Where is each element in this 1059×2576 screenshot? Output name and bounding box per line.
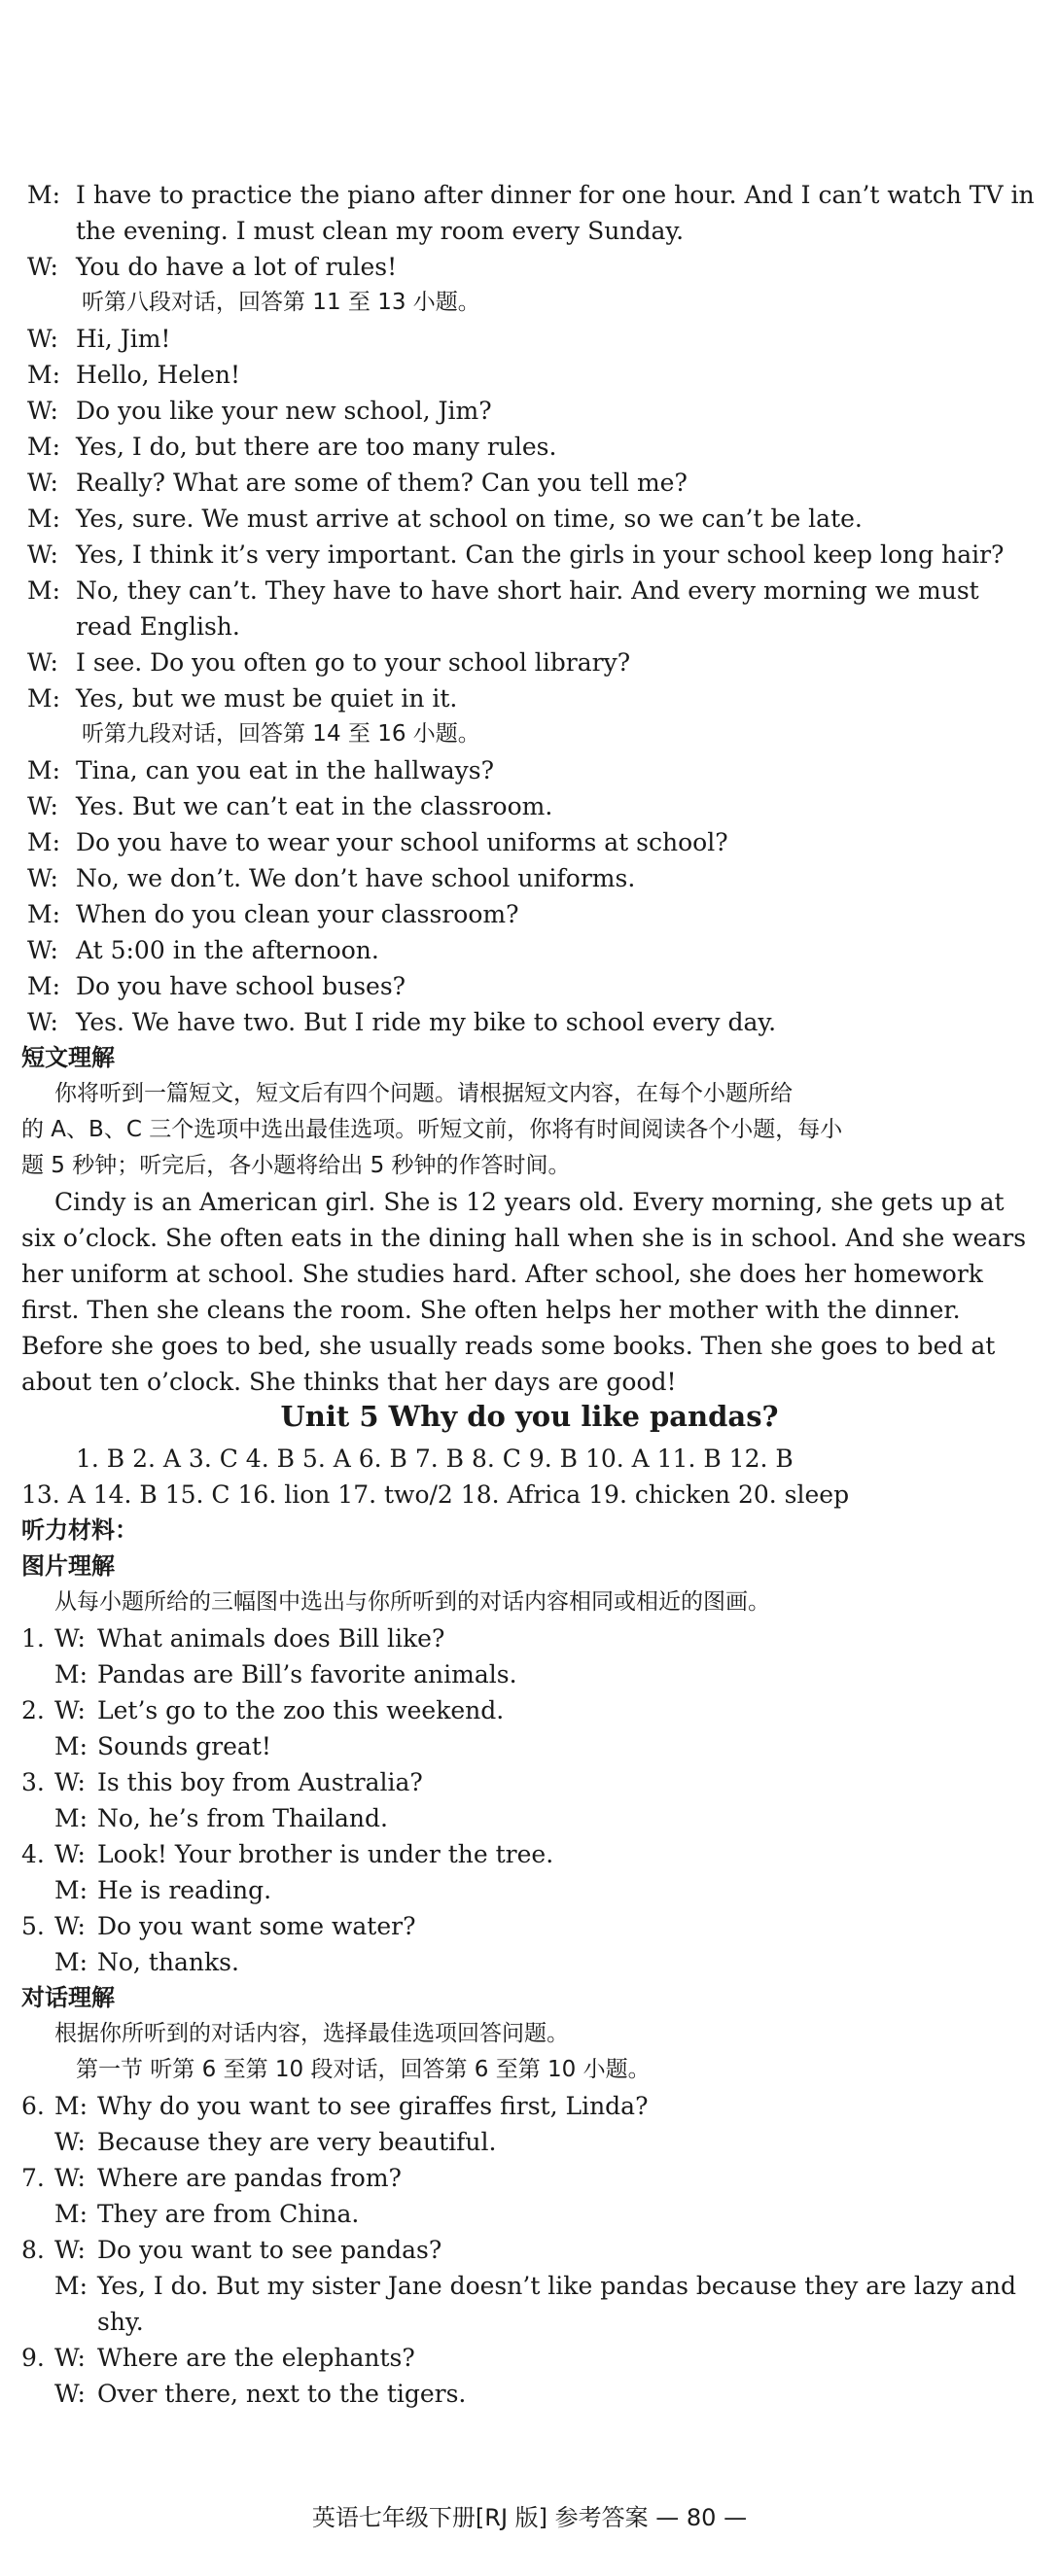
dialogue-line: M: Yes, but we must be quiet in it. — [27, 684, 458, 713]
dialogue-line: M: I have to practice the piano after dinner for one hour. And I can’t watch TV in — [27, 181, 1035, 209]
passage-line: first. Then she cleans the room. She often helps her mother with the dinner. — [21, 1296, 961, 1324]
item-line: 4. W: Look! Your brother is under the tree. — [21, 1840, 554, 1868]
item-line: M: Pandas are Bill’s favorite animals. — [54, 1660, 517, 1688]
item-line: 3. W: Is this boy from Australia? — [21, 1768, 423, 1796]
instruction-line: 的 A、B、C 三个选项中选出最佳选项。听短文前，你将有时间阅读各个小题，每小 — [21, 1117, 843, 1142]
dialogue-line: W: No, we don’t. We don’t have school uniforms. — [27, 864, 636, 892]
item-line: M: Yes, I do. But my sister Jane doesn’t like pandas because they are lazy and — [54, 2272, 1017, 2300]
instruction-line: 第一节 听第 6 至第 10 段对话，回答第 6 至第 10 小题。 — [76, 2057, 651, 2082]
dialogue-line: M: When do you clean your classroom? — [27, 900, 519, 928]
item-line: 6. M: Why do you want to see giraffes first, Linda? — [21, 2092, 649, 2120]
item-line: W: Over there, next to the tigers. — [54, 2380, 467, 2408]
section-instruction: 听第九段对话，回答第 14 至 16 小题。 — [82, 721, 480, 747]
item-line: 5. W: Do you want some water? — [21, 1912, 416, 1940]
item-line: M: They are from China. — [54, 2200, 360, 2228]
dialogue-line: W: Yes. We have two. But I ride my bike to school every day. — [27, 1008, 777, 1036]
item-line: 7. W: Where are pandas from? — [21, 2164, 402, 2192]
dialogue-line: M: Yes, I do, but there are too many rules. — [27, 433, 557, 461]
instruction-line: 你将听到一篇短文，短文后有四个问题。请根据短文内容，在每个小题所给 — [54, 1081, 793, 1106]
dialogue-line: M: Hello, Helen! — [27, 361, 241, 389]
section-heading: 图片理解 — [21, 1552, 115, 1580]
section-heading: 短文理解 — [21, 1044, 115, 1071]
listening-heading: 听力材料： — [21, 1516, 138, 1544]
item-line: 9. W: Where are the elephants? — [21, 2344, 415, 2372]
answer-key-row: 13. A 14. B 15. C 16. lion 17. two/2 18. Africa 19. chicken 20. sleep — [21, 1480, 850, 1509]
passage-line: Before she goes to bed, she usually reads some books. Then she goes to bed at — [21, 1332, 996, 1360]
dialogue-line: read English. — [76, 612, 240, 641]
dialogue-line: W: At 5:00 in the afternoon. — [27, 936, 379, 964]
dialogue-line: W: You do have a lot of rules! — [27, 253, 398, 281]
instruction-line: 从每小题所给的三幅图中选出与你所听到的对话内容相同或相近的图画。 — [54, 1589, 770, 1615]
dialogue-line: M: Do you have school buses? — [27, 972, 406, 1000]
answer-key-row: 1. B 2. A 3. C 4. B 5. A 6. B 7. B 8. C 9. B 10. A 11. B 12. B — [76, 1445, 794, 1473]
dialogue-line: M: Yes, sure. We must arrive at school on time, so we can’t be late. — [27, 505, 863, 533]
page-footer: 英语七年级下册[RJ 版] 参考答案 — 80 — — [311, 2504, 748, 2531]
item-line: M: Sounds great! — [54, 1732, 271, 1760]
passage-line: about ten o’clock. She thinks that her days are good! — [21, 1368, 677, 1396]
section-heading: 对话理解 — [21, 1984, 115, 2011]
dialogue-line: the evening. I must clean my room every Sunday. — [76, 217, 685, 245]
dialogue-line: W: Do you like your new school, Jim? — [27, 397, 492, 425]
dialogue-line: W: I see. Do you often go to your school library? — [27, 648, 631, 677]
section-instruction: 听第八段对话，回答第 11 至 13 小题。 — [82, 290, 480, 315]
item-line: 1. W: What animals does Bill like? — [21, 1624, 445, 1653]
instruction-line: 根据你所听到的对话内容，选择最佳选项回答问题。 — [54, 2021, 569, 2046]
passage-line: her uniform at school. She studies hard. After school, she does her homework — [21, 1260, 983, 1288]
passage-line: Cindy is an American girl. She is 12 years old. Every morning, she gets up at — [54, 1188, 1005, 1216]
dialogue-line: M: Tina, can you eat in the hallways? — [27, 756, 495, 784]
passage-line: six o’clock. She often eats in the dining hall when she is in school. And she wears — [21, 1224, 1027, 1252]
item-line: M: No, he’s from Thailand. — [54, 1804, 388, 1832]
dialogue-line: M: No, they can’t. They have to have short hair. And every morning we must — [27, 576, 979, 605]
item-line: shy. — [97, 2308, 144, 2336]
unit-title: Unit 5 Why do you like pandas? — [280, 1400, 779, 1433]
item-line: W: Because they are very beautiful. — [54, 2128, 497, 2156]
item-line: M: He is reading. — [54, 1876, 272, 1904]
item-line: 2. W: Let’s go to the zoo this weekend. — [21, 1696, 505, 1724]
dialogue-line: W: Yes, I think it’s very important. Can the girls in your school keep long hair? — [27, 540, 1005, 569]
dialogue-line: W: Hi, Jim! — [27, 325, 171, 353]
item-line: M: No, thanks. — [54, 1948, 239, 1976]
dialogue-line: W: Yes. But we can’t eat in the classroom. — [27, 792, 553, 820]
dialogue-line: M: Do you have to wear your school uniforms at school? — [27, 828, 728, 856]
item-line: 8. W: Do you want to see pandas? — [21, 2236, 442, 2264]
dialogue-line: W: Really? What are some of them? Can you tell me? — [27, 469, 688, 497]
instruction-line: 题 5 秒钟；听完后，各小题将给出 5 秒钟的作答时间。 — [21, 1153, 571, 1178]
